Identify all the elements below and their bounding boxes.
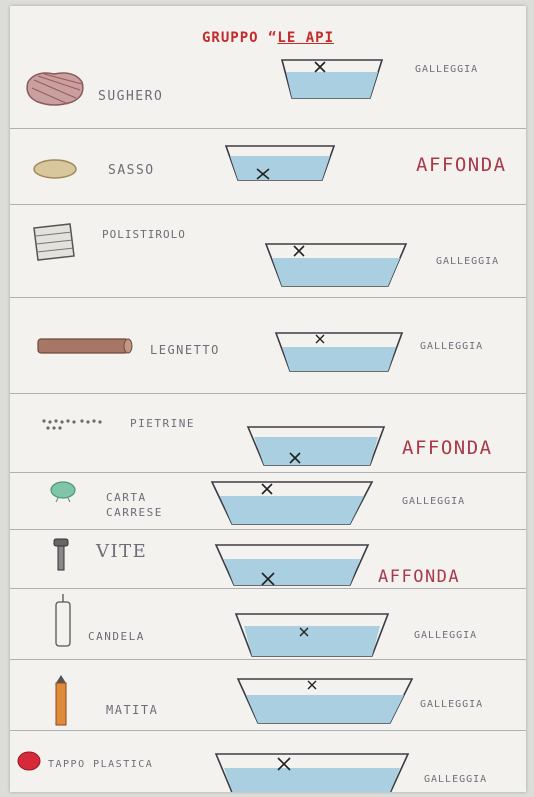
cork-drawing-icon [24, 68, 86, 108]
list-item [10, 299, 526, 394]
object-label: TAPPO PLASTICA [48, 759, 154, 770]
water-container-floating [236, 675, 414, 727]
object-label: SASSO [108, 163, 155, 178]
object-label: LEGNETTO [150, 343, 220, 357]
list-item [10, 395, 526, 473]
result-label: GALLEGGIA [436, 256, 500, 267]
object-label: CANDELA [88, 630, 145, 643]
pebbles-drawing-icon [40, 417, 110, 431]
worksheet-title [10, 30, 526, 46]
plastic-cap-drawing-icon [16, 750, 42, 772]
list-item [10, 474, 526, 530]
ruled-line [10, 204, 526, 205]
water-container-floating [210, 478, 374, 528]
object-label: VITE [96, 541, 148, 562]
water-container-sunk [224, 142, 336, 184]
screw-drawing-icon [52, 537, 70, 573]
ruled-line [10, 297, 526, 298]
result-label: GALLEGGIA [424, 774, 488, 785]
water-container-sunk [246, 423, 386, 469]
paper-drawing-icon [48, 480, 78, 502]
water-container-floating [274, 329, 404, 375]
object-label: MATITA [106, 703, 159, 717]
ruled-line [10, 730, 526, 731]
result-label: GALLEGGIA [420, 699, 484, 710]
worksheet-paper [10, 6, 526, 792]
object-label: PIETRINE [130, 417, 195, 430]
result-label: AFFONDA [378, 567, 461, 587]
list-item [10, 54, 526, 129]
title-group-name: LE API [277, 30, 334, 46]
list-item [10, 206, 526, 298]
object-label: SUGHERO [98, 89, 164, 104]
ruled-line [10, 588, 526, 589]
list-item [10, 590, 526, 660]
candle-drawing-icon [52, 592, 74, 648]
list-item [10, 531, 526, 589]
result-label: GALLEGGIA [420, 341, 484, 352]
wood-stick-drawing-icon [36, 335, 134, 357]
result-label: GALLEGGIA [415, 64, 479, 75]
water-container-floating [214, 750, 410, 792]
list-item [10, 130, 526, 205]
result-label: GALLEGGIA [414, 630, 478, 641]
result-label: GALLEGGIA [402, 496, 466, 507]
ruled-line [10, 128, 526, 129]
title-group-label: GRUPPO [201, 30, 259, 46]
list-item [10, 661, 526, 731]
ruled-line [10, 393, 526, 394]
polystyrene-drawing-icon [30, 220, 78, 264]
object-label: POLISTIROLO [102, 228, 186, 241]
stone-drawing-icon [32, 158, 78, 180]
water-container-floating [264, 240, 408, 290]
water-container-floating [234, 610, 390, 660]
ruled-line [10, 472, 526, 473]
object-label: CARTA CARRESE [106, 491, 163, 519]
result-label: AFFONDA [402, 437, 493, 459]
water-container-sunk [214, 541, 370, 589]
result-label: AFFONDA [416, 154, 507, 176]
title-separator: “ [258, 30, 278, 46]
ruled-line [10, 529, 526, 530]
pencil-drawing-icon [52, 673, 70, 727]
list-item [10, 732, 526, 792]
water-container-floating [280, 56, 384, 102]
ruled-line [10, 659, 526, 660]
